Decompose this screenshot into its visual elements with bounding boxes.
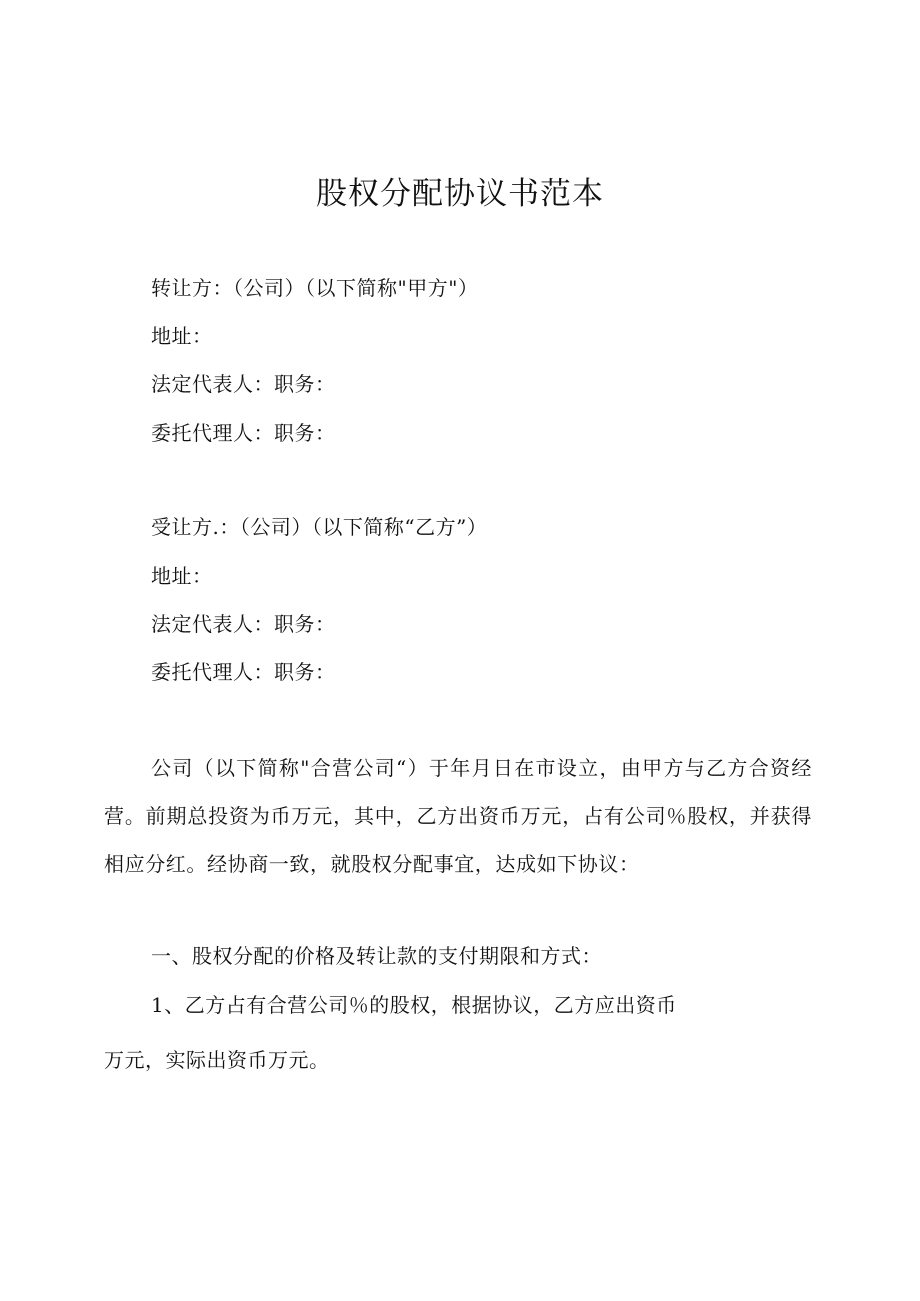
party-a-header: 转让方：（公司）（以下简称"甲方"） (151, 276, 479, 300)
party-b-address: 地址： (151, 564, 213, 588)
party-a-address: 地址： (151, 324, 213, 348)
party-b-header: 受让方.：（公司）（以下简称“乙方”） (151, 515, 488, 539)
section-1-heading: 一、股权分配的价格及转让款的支付期限和方式： (151, 944, 602, 968)
section-1-item-1-line-2: 万元，实际出资币万元。 (104, 1048, 330, 1072)
party-b-legal-rep: 法定代表人：职务： (151, 612, 336, 636)
section-1-item-1-line-1: 1、乙方占有合营公司％的股权，根据协议，乙方应出资币 (151, 993, 677, 1017)
intro-paragraph: 公司（以下简称"合营公司“）于年月日在市设立，由甲方与乙方合资经营。前期总投资为币万元，其中，乙方出资币万元，占有公司％股权，并获得相应分红。经协商一致，就股权分配事宜，达成如下协议： (104, 756, 812, 876)
party-a-legal-rep: 法定代表人：职务： (151, 372, 336, 396)
party-b-agent: 委托代理人：职务： (151, 660, 336, 684)
document-title: 股权分配协议书范本 (316, 176, 604, 212)
party-a-agent: 委托代理人：职务： (151, 421, 336, 445)
